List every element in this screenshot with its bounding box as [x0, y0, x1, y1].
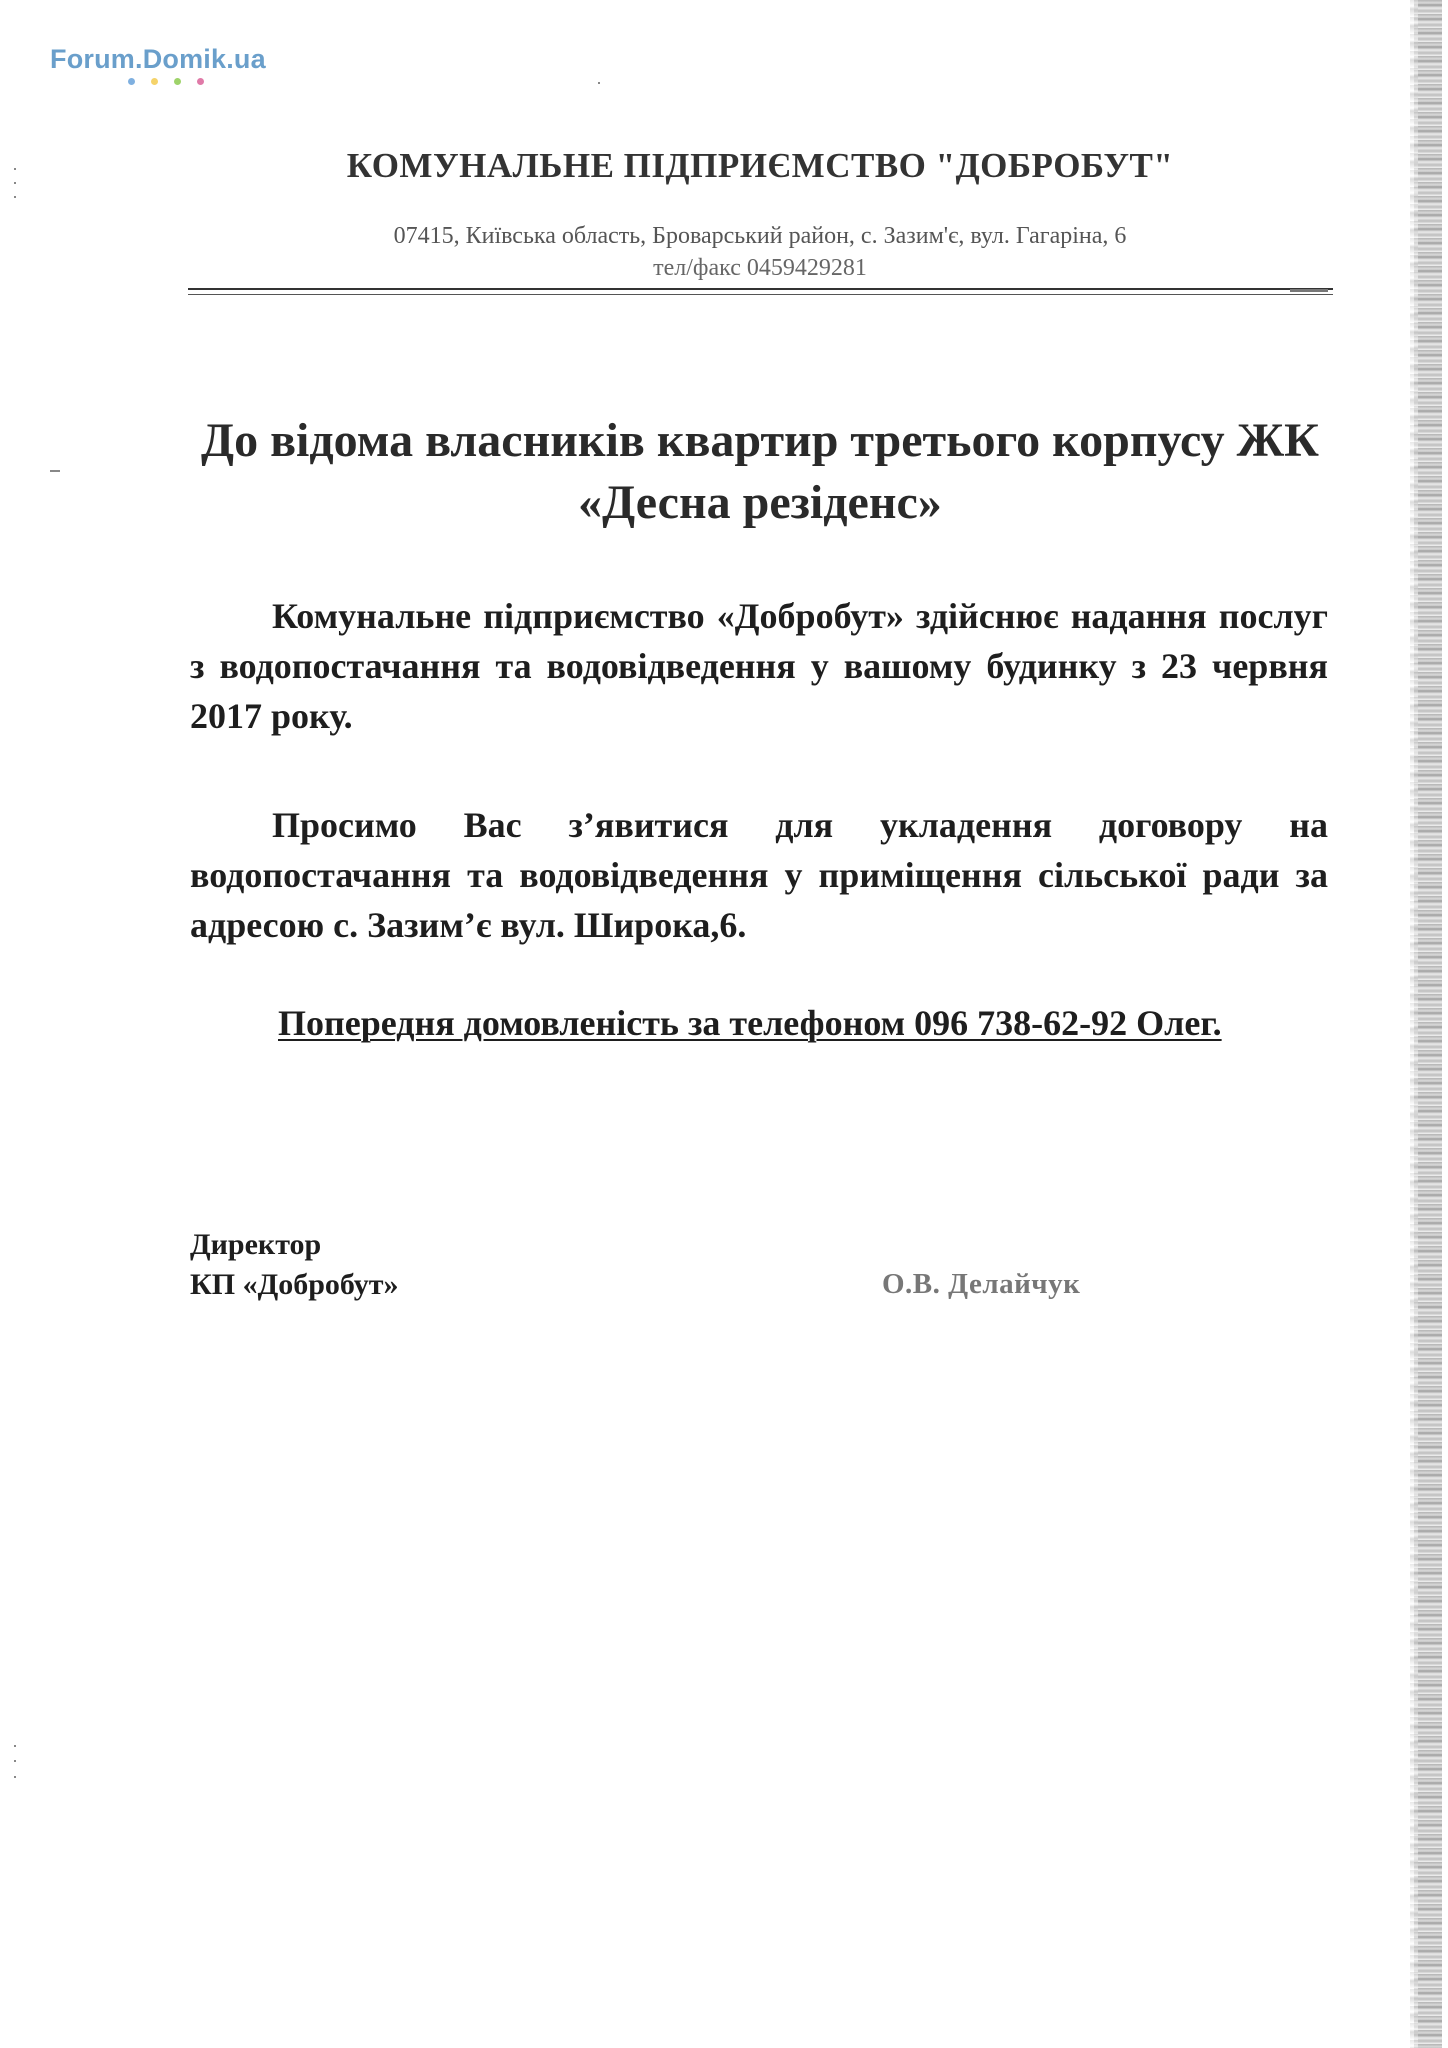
scan-speck	[14, 1745, 16, 1747]
signature-organization: КП «Добробут»	[190, 1268, 399, 1301]
organization-name: КОМУНАЛЬНЕ ПІДПРИЄМСТВО "ДОБРОБУТ"	[346, 146, 1174, 185]
watermark-dots	[128, 78, 204, 85]
scan-speck	[14, 1776, 16, 1778]
signature-position: Директор	[190, 1228, 322, 1261]
scan-speck	[50, 470, 60, 472]
notice-paragraph-service: Комунальне підприємство «Добробут» здійснює надання послуг з водопостачання та водовідведення у вашому будинку з 23 червня 2017 року.	[190, 596, 1328, 736]
watermark-dot	[128, 78, 135, 85]
watermark-dot	[197, 78, 204, 85]
scan-edge-artifact	[1414, 0, 1442, 2048]
signature-name: О.В. Делайчук	[882, 1268, 1081, 1300]
scan-speck	[14, 1760, 16, 1762]
organization-phone: тел/факс 0459429281	[653, 255, 867, 281]
scan-speck	[14, 182, 16, 184]
scan-speck	[14, 168, 16, 170]
scan-edge-artifact-inner	[1410, 0, 1418, 2048]
scan-speck	[1290, 289, 1328, 292]
letterhead-divider-thin	[188, 294, 1333, 295]
notice-paragraph-contact: Попередня домовленість за телефоном 096 738-62-92 Олег.	[278, 1003, 1222, 1043]
scan-speck	[14, 196, 16, 198]
watermark-dot	[174, 78, 181, 85]
scan-speck	[598, 82, 600, 84]
notice-paragraph-request: Просимо Вас з’явитися для укладення договору на водопостачання та водовідведення у приміщення сільської ради за адресою с. Зазим’є вул. Широка,6.	[190, 805, 1328, 945]
notice-title: До відома власників квартир третього корпусу ЖК «Десна резіденс»	[201, 414, 1319, 529]
watermark-dot	[151, 78, 158, 85]
letterhead-divider	[188, 288, 1333, 290]
organization-address: 07415, Київська область, Броварський район, с. Зазим'є, вул. Гагаріна, 6	[393, 223, 1127, 249]
watermark-logo: Forum.Domik.ua	[50, 44, 266, 74]
